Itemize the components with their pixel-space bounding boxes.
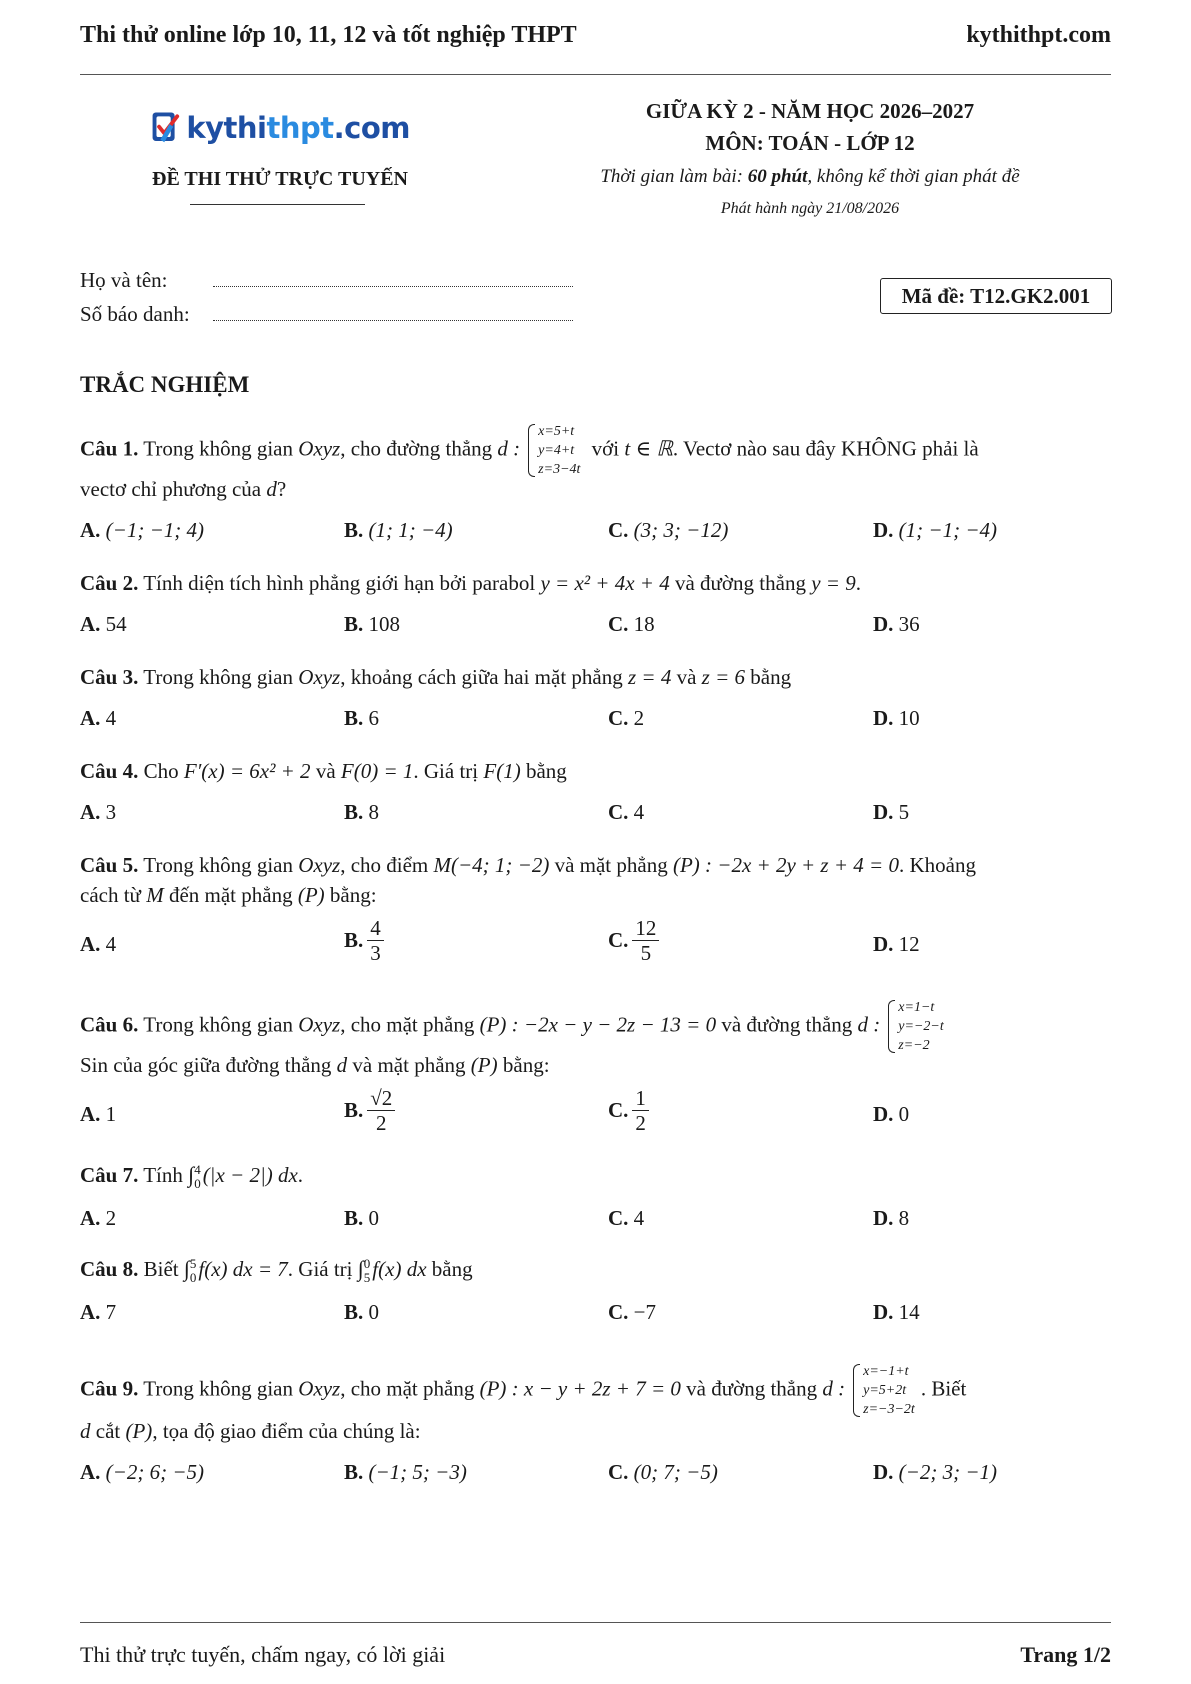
q6-option-b[interactable]: B. $\frac{√2}{2}$: [344, 1086, 395, 1135]
q5-option-b[interactable]: B. $\frac{4}{3}$: [344, 916, 384, 965]
site-logo: [150, 100, 410, 156]
line-equation-system: x=1−t y=−2−t z=−2: [886, 998, 943, 1055]
question-6-line2: Sin của góc giữa đường thẳng d và mặt phẳng (P) bằng:: [80, 1053, 550, 1077]
q9-option-b[interactable]: B. (−1; 5; −3): [344, 1460, 467, 1484]
candidate-id-blank[interactable]: [213, 306, 573, 321]
q9-option-c[interactable]: C. (0; 7; −5): [608, 1460, 718, 1484]
question-5: Câu 5. Trong không gian Oxyz, cho điểm M(−4; 1; −2) và mặt phẳng (P) : −2x + 2y + z + 4 = 0. Khoảng: [80, 853, 976, 877]
q4-option-d[interactable]: D. 5: [873, 800, 910, 824]
section-title: TRẮC NGHIỆM: [80, 372, 250, 397]
q3-option-b[interactable]: B. 6: [344, 706, 380, 730]
question-1-line2: vectơ chỉ phương của d?: [80, 477, 287, 501]
name-blank[interactable]: [213, 272, 573, 287]
question-2: Câu 2. Tính diện tích hình phẳng giới hạn bởi parabol y = x² + 4x + 4 và đường thẳng y = 9.: [80, 571, 861, 595]
question-5-line2: cách từ M đến mặt phẳng (P) bằng:: [80, 883, 377, 907]
q5-option-c[interactable]: C. $\frac{12}{5}$: [608, 916, 659, 965]
q1-option-a[interactable]: A. (−1; −1; 4): [80, 518, 204, 542]
q4-option-c[interactable]: C. 4: [608, 800, 645, 824]
q8-option-d[interactable]: D. 14: [873, 1300, 920, 1324]
logo-wordmark: kythithpt.com: [186, 111, 410, 145]
q7-option-b[interactable]: B. 0: [344, 1206, 380, 1230]
candidate-id-label: Số báo danh:: [80, 302, 190, 326]
name-field[interactable]: [80, 268, 573, 293]
fraction: $\frac{1}{2}$: [632, 1086, 649, 1135]
q6-option-c[interactable]: C. $\frac{1}{2}$: [608, 1086, 649, 1135]
exam-duration: Thời gian làm bài: 60 phút, không kể thời gian phát đề: [600, 166, 1020, 187]
question-8: Câu 8. Biết ∫ 5 0 f(x) dx = 7. Giá trị ∫ 0 5 f(x) dx bằng: [80, 1256, 473, 1286]
footer-tagline: Thi thử trực tuyến, chấm ngay, có lời giải: [80, 1642, 446, 1667]
q5-option-a[interactable]: A. 4: [80, 932, 117, 956]
candidate-id-field[interactable]: [80, 302, 573, 327]
header-divider: [80, 74, 1111, 75]
exam-info: [540, 96, 1080, 224]
footer-divider: [80, 1622, 1111, 1623]
exam-period: GIỮA KỲ 2 - NĂM HỌC 2026–2027: [645, 99, 975, 123]
header-site-tagline: Thi thử online lớp 10, 11, 12 và tốt nghiệp THPT: [80, 22, 577, 48]
q8-option-c[interactable]: C. −7: [608, 1300, 657, 1324]
q7-option-c[interactable]: C. 4: [608, 1206, 645, 1230]
q2-option-b[interactable]: B. 108: [344, 612, 401, 636]
q6-option-a[interactable]: A. 1: [80, 1102, 117, 1126]
pencil-check-logo-icon: [150, 102, 182, 154]
question-4: Câu 4. Cho F′(x) = 6x² + 2 và F(0) = 1. Giá trị F(1) bằng: [80, 759, 567, 783]
name-label: Họ và tên:: [80, 268, 168, 292]
question-6: Câu 6. Trong không gian Oxyz, cho mặt phẳng (P) : −2x − y − 2z − 13 = 0 và đường thẳng d : x=1−t y=−2−t z=−2: [80, 1000, 944, 1053]
header-site-name: kythithpt.com: [966, 22, 1111, 48]
q7-option-d[interactable]: D. 8: [873, 1206, 910, 1230]
q4-option-b[interactable]: B. 8: [344, 800, 380, 824]
exam-subject: MÔN: TOÁN - LỚP 12: [705, 131, 915, 155]
q6-option-d[interactable]: D. 0: [873, 1102, 910, 1126]
question-3: Câu 3. Trong không gian Oxyz, khoảng cách giữa hai mặt phẳng z = 4 và z = 6 bằng: [80, 665, 792, 689]
line-equation-system: x=−1+t y=5+2t z=−3−2t: [851, 1362, 915, 1419]
question-9-line2: d cắt (P), tọa độ giao điểm của chúng là:: [80, 1419, 421, 1443]
fraction: $\frac{4}{3}$: [367, 916, 384, 965]
q9-option-d[interactable]: D. (−2; 3; −1): [873, 1460, 997, 1484]
q8-option-b[interactable]: B. 0: [344, 1300, 380, 1324]
fraction: $\frac{√2}{2}$: [367, 1086, 395, 1135]
question-1: Câu 1. Trong không gian Oxyz, cho đường thẳng d : x=5+t y=4+t z=3−4t với t ∈ ℝ. Vectơ nào sau đây KHÔNG phải là: [80, 424, 979, 477]
q1-option-b[interactable]: B. (1; 1; −4): [344, 518, 453, 542]
q8-option-a[interactable]: A. 7: [80, 1300, 117, 1324]
q3-option-a[interactable]: A. 4: [80, 706, 117, 730]
exam-release-date: Phát hành ngày 21/08/2026: [720, 200, 900, 217]
subtitle-underline: [190, 204, 365, 205]
q2-option-c[interactable]: C. 18: [608, 612, 655, 636]
fraction: $\frac{12}{5}$: [632, 916, 659, 965]
q5-option-d[interactable]: D. 12: [873, 932, 920, 956]
exam-code-box: Mã đề: T12.GK2.001: [880, 278, 1112, 314]
q1-option-c[interactable]: C. (3; 3; −12): [608, 518, 729, 542]
q3-option-c[interactable]: C. 2: [608, 706, 645, 730]
q1-option-d[interactable]: D. (1; −1; −4): [873, 518, 997, 542]
exam-type-label: ĐỀ THI THỬ TRỰC TUYẾN: [152, 168, 408, 190]
question-9: Câu 9. Trong không gian Oxyz, cho mặt phẳng (P) : x − y + 2z + 7 = 0 và đường thẳng d : x=−1+t y=5+2t z=−3−2t . Biết: [80, 1364, 967, 1417]
question-7: Câu 7. Tính ∫ 4 0 (|x − 2|) dx.: [80, 1162, 304, 1192]
page-number: Trang 1/2: [1020, 1642, 1111, 1667]
q3-option-d[interactable]: D. 10: [873, 706, 920, 730]
q9-option-a[interactable]: A. (−2; 6; −5): [80, 1460, 204, 1484]
q2-option-a[interactable]: A. 54: [80, 612, 127, 636]
q4-option-a[interactable]: A. 3: [80, 800, 117, 824]
line-equation-system: x=5+t y=4+t z=3−4t: [526, 422, 580, 479]
q2-option-d[interactable]: D. 36: [873, 612, 920, 636]
q7-option-a[interactable]: A. 2: [80, 1206, 117, 1230]
